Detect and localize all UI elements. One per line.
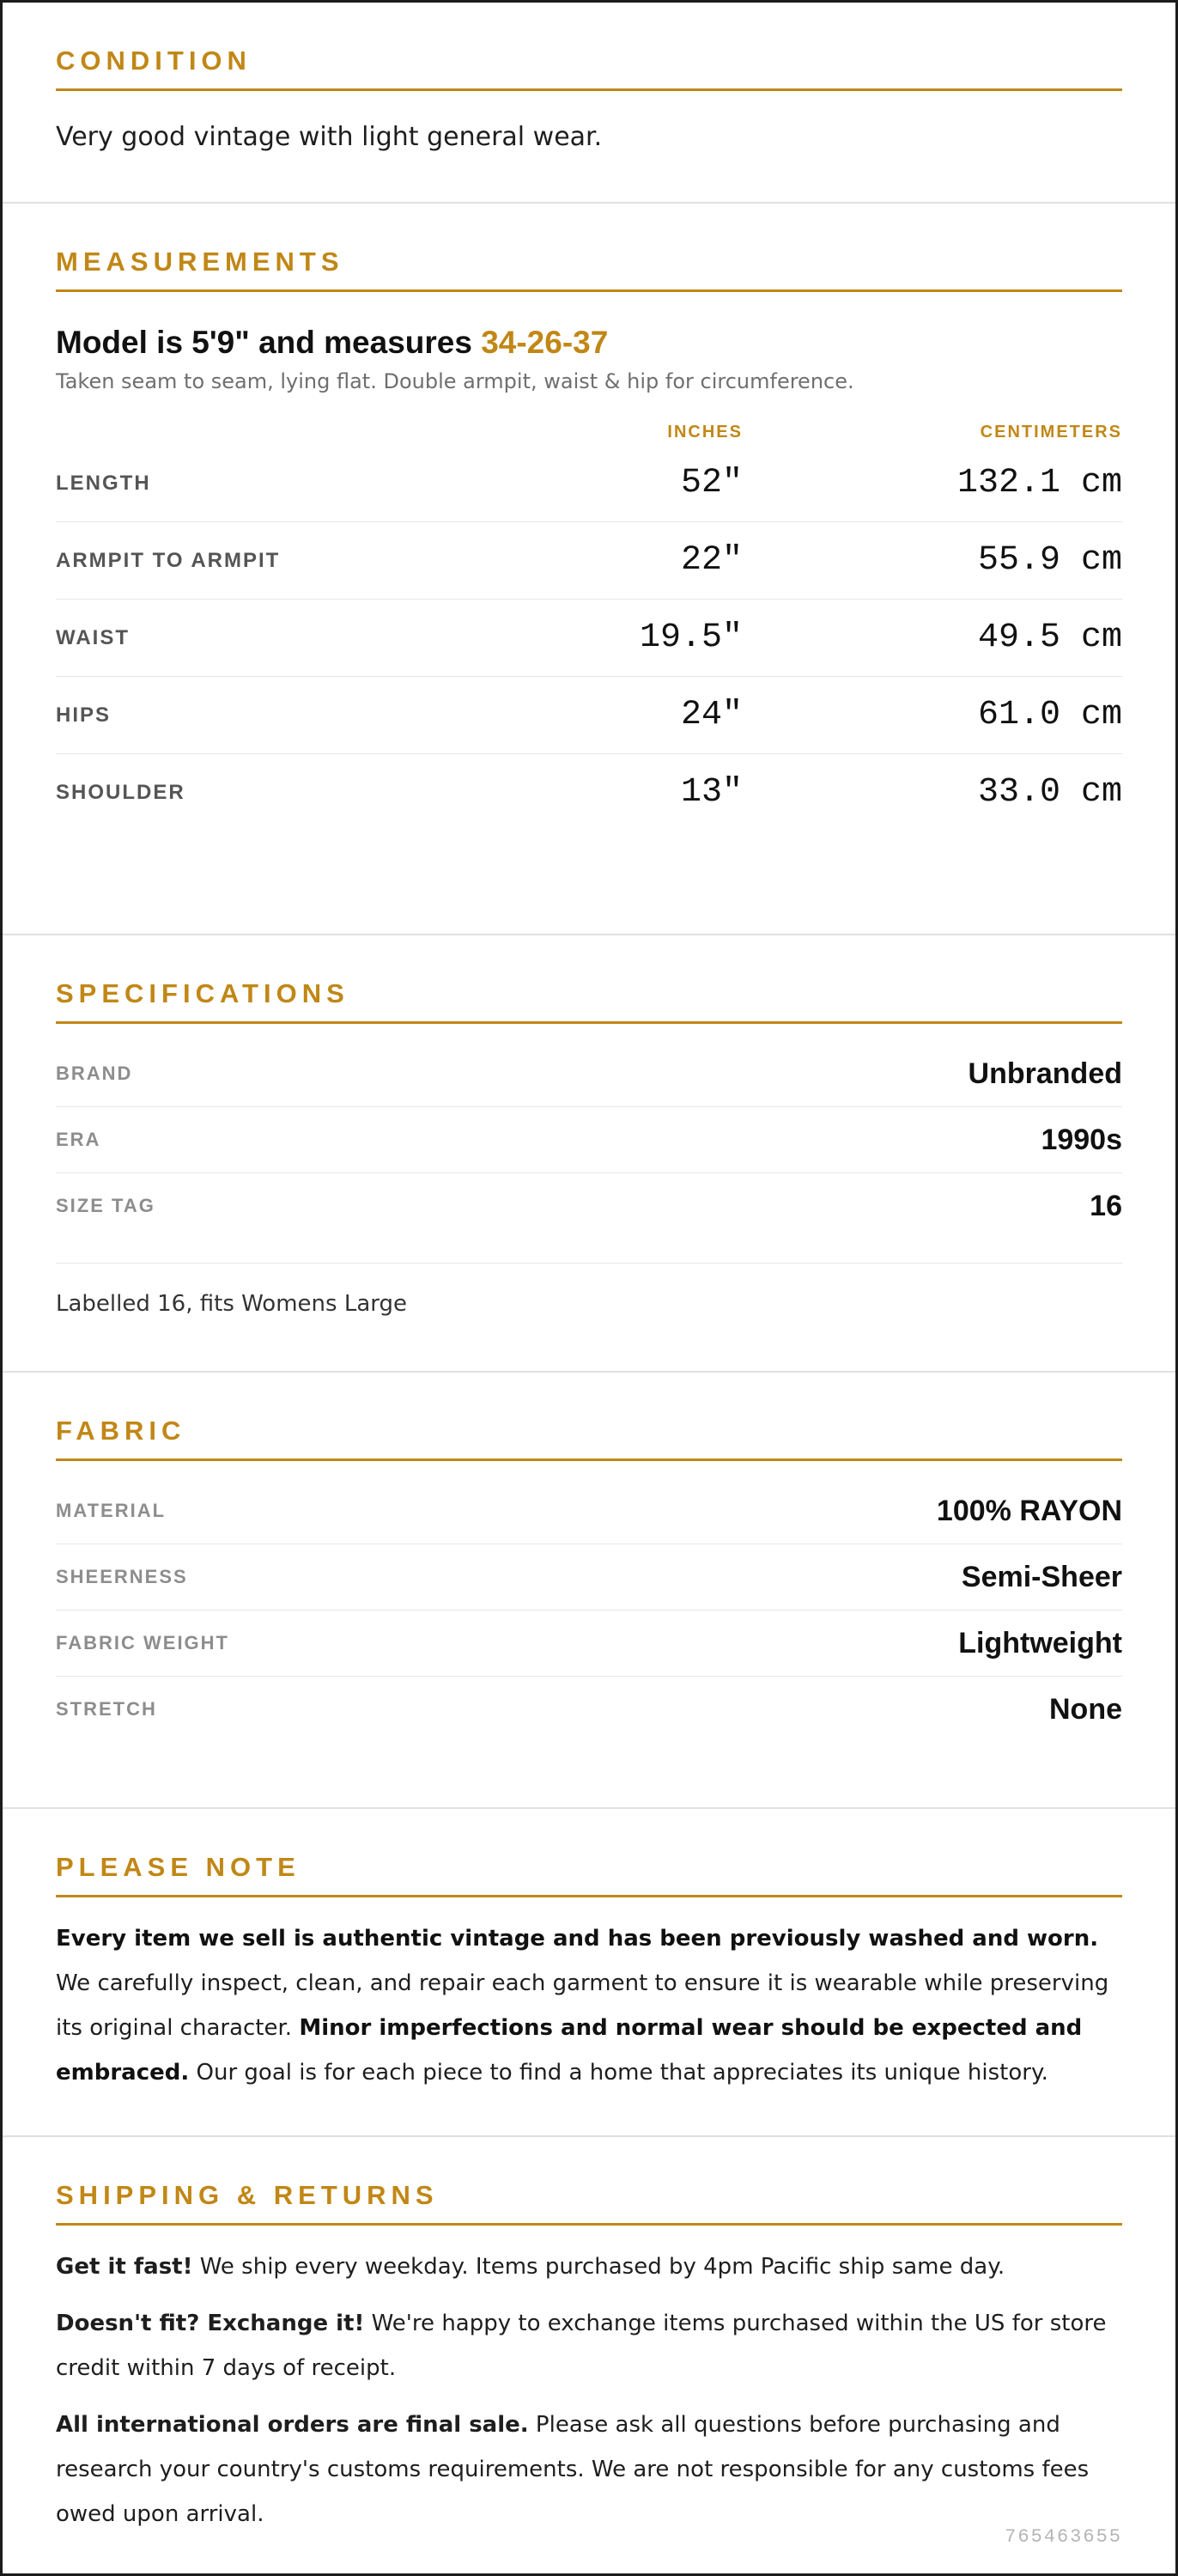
spec-row-brand <box>56 1041 1122 1107</box>
fabric-value: Semi-Sheer <box>961 1560 1122 1593</box>
centimeters-header: CENTIMETERS <box>980 422 1122 442</box>
shipping-bold: All international orders are final sale. <box>56 2412 529 2438</box>
specifications-section <box>3 935 1175 1373</box>
condition-text: Very good vintage with light general wear. <box>56 122 603 152</box>
measurement-cm: 132.1 cm <box>956 464 1122 502</box>
measurement-row-length <box>56 445 1122 522</box>
measurement-inches: 52" <box>680 464 743 502</box>
note-text-1: We carefully inspect, clean, and repair each garment to ensure it is wearable while preserving its original character. <box>56 1970 1109 2041</box>
fabric-row-sheerness <box>56 1544 1122 1611</box>
specifications-list <box>56 1041 1122 1239</box>
shipping-text: We're happy to exchange items purchased within the US for store credit within 7 days of receipt. <box>56 2311 1107 2381</box>
fabric-value: 100% RAYON <box>936 1494 1122 1527</box>
shipping-bold: Get it fast! <box>56 2254 193 2280</box>
fabric-key: STRETCH <box>56 1698 157 1720</box>
spec-row-size-tag <box>56 1173 1122 1239</box>
measurement-note: Taken seam to seam, lying flat. Double armpit, waist & hip for circumference. <box>56 369 854 393</box>
model-measures-line <box>56 325 1122 361</box>
measurement-label: WAIST <box>56 625 130 649</box>
fabric-key: SHEERNESS <box>56 1566 188 1587</box>
measurement-cm: 61.0 cm <box>977 696 1122 734</box>
fabric-title: FABRIC <box>56 1416 1122 1461</box>
spec-value: 1990s <box>1041 1123 1122 1156</box>
measurement-inches: 19.5" <box>639 618 743 657</box>
specifications-title: SPECIFICATIONS <box>56 978 1122 1024</box>
measurement-label: HIPS <box>56 703 112 727</box>
measurement-label: SHOULDER <box>56 780 185 804</box>
measurements-title: MEASUREMENTS <box>56 247 1122 292</box>
model-prefix: Model is 5'9" and measures <box>56 325 482 360</box>
measurement-inches: 13" <box>680 773 743 812</box>
measurement-row-waist <box>56 600 1122 677</box>
condition-title: CONDITION <box>56 46 1122 91</box>
shipping-returns-title: SHIPPING & RETURNS <box>56 2180 1122 2226</box>
shipping-paragraph-fast <box>56 2244 1122 2289</box>
note-bold-1: Every item we sell is authentic vintage and has been previously washed and worn. <box>56 1926 1099 1952</box>
measurements-section <box>3 204 1175 935</box>
fabric-row-material <box>56 1478 1122 1544</box>
shipping-text: We ship every weekday. Items purchased by 4pm Pacific ship same day. <box>192 2254 1005 2280</box>
spec-key: SIZE TAG <box>56 1195 155 1216</box>
inches-header: INCHES <box>667 422 743 442</box>
spec-key: BRAND <box>56 1063 133 1084</box>
spec-value: 16 <box>1090 1189 1122 1222</box>
measurement-inches: 22" <box>680 541 743 580</box>
measurement-inches: 24" <box>680 696 743 734</box>
product-id: 765463655 <box>1005 2526 1122 2548</box>
note-text-2: Our goal is for each piece to find a home that appreciates its unique history. <box>189 2060 1048 2086</box>
fabric-key: MATERIAL <box>56 1500 167 1521</box>
fabric-row-stretch <box>56 1677 1122 1742</box>
shipping-paragraph-international <box>56 2402 1122 2536</box>
please-note-section <box>3 1809 1175 2137</box>
measurement-cm: 33.0 cm <box>977 773 1122 812</box>
fabric-value: None <box>1049 1692 1122 1726</box>
measurement-label: LENGTH <box>56 471 151 495</box>
please-note-text <box>56 1916 1122 2095</box>
measurement-header <box>56 419 1122 445</box>
shipping-returns-section <box>3 2137 1175 2575</box>
fabric-value: Lightweight <box>958 1626 1122 1659</box>
measurement-cm: 55.9 cm <box>977 541 1122 580</box>
measurement-row-hips <box>56 677 1122 754</box>
spec-key: ERA <box>56 1129 101 1150</box>
size-note: Labelled 16, fits Womens Large <box>56 1263 1122 1317</box>
model-measures: 34-26-37 <box>481 325 609 360</box>
spec-value: Unbranded <box>968 1057 1122 1090</box>
measurement-table <box>56 445 1122 831</box>
measurement-label: ARMPIT TO ARMPIT <box>56 548 281 572</box>
fabric-list <box>56 1478 1122 1742</box>
measurement-row-armpit <box>56 522 1122 600</box>
measurement-row-shoulder <box>56 754 1122 831</box>
fabric-key: FABRIC WEIGHT <box>56 1632 229 1653</box>
note-bold-2: Minor imperfections and normal wear should be expected and embraced. <box>56 2015 1083 2086</box>
shipping-bold: Doesn't fit? Exchange it! <box>56 2311 365 2336</box>
measurement-cm: 49.5 cm <box>977 618 1122 657</box>
please-note-title: PLEASE NOTE <box>56 1852 1122 1897</box>
spec-row-era <box>56 1107 1122 1173</box>
fabric-row-weight <box>56 1611 1122 1677</box>
shipping-text: Please ask all questions before purchasing and research your country's customs requirements. We are not responsible for any customs fees owed upon arrival. <box>56 2412 1090 2527</box>
shipping-paragraph-exchange <box>56 2301 1122 2390</box>
fabric-section <box>3 1373 1175 1809</box>
condition-section <box>3 3 1175 204</box>
